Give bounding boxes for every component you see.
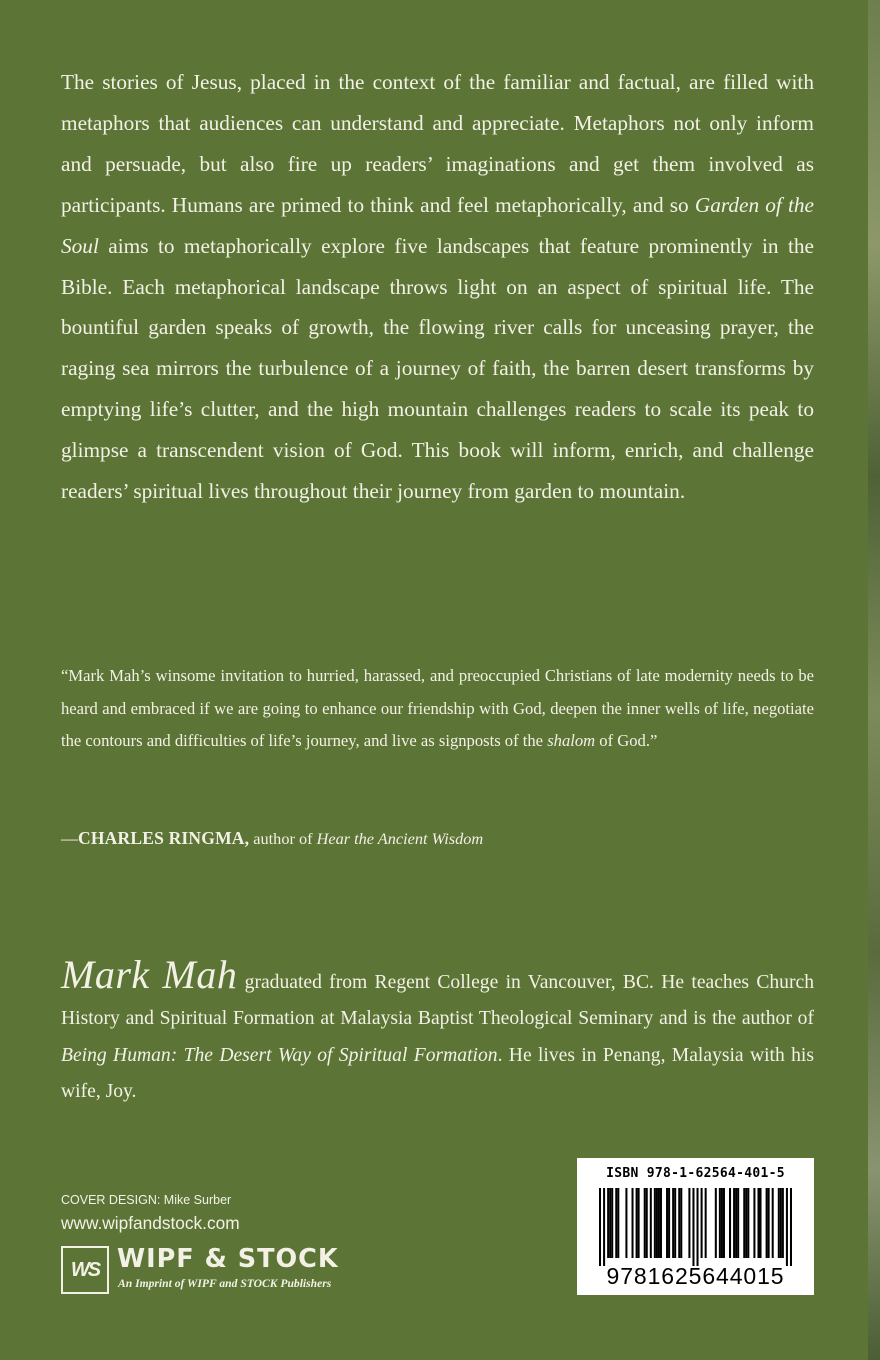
barcode-bar xyxy=(778,1188,780,1258)
barcode-bar xyxy=(674,1188,676,1258)
barcode-bars xyxy=(599,1188,792,1266)
publisher-block xyxy=(61,1246,391,1296)
bio-book-title: Being Human: The Desert Way of Spiritual Formation xyxy=(61,1044,498,1066)
barcode-bar xyxy=(747,1188,749,1258)
barcode-bar xyxy=(757,1188,759,1258)
publisher-logo: WS xyxy=(61,1246,109,1294)
barcode-bar xyxy=(636,1188,638,1258)
barcode-bar xyxy=(599,1188,601,1266)
publisher-name: WIPF & STOCK xyxy=(117,1244,339,1274)
attribution-dash: — xyxy=(61,829,78,848)
cover-design-label: COVER DESIGN: xyxy=(61,1193,161,1207)
barcode-bar xyxy=(759,1188,761,1258)
endorser-name: CHARLES RINGMA, xyxy=(78,828,250,848)
barcode-bar xyxy=(743,1188,745,1258)
barcode-bar xyxy=(705,1188,707,1258)
barcode-bar xyxy=(660,1188,662,1258)
blurb-text-2: aims to metaphorically explore five landscapes that feature prominently in the Bible. Each metaphorical landscape throws light on an aspect of spiritual life. The bountiful garden speaks of growth, the flowing river calls for unceasing prayer, the raging sea mirrors the turbulence of a journey of faith, the barren desert transforms by emptying life’s clutter, and the high mountain challenges readers to scale its peak to glimpse a transcendent vision of God. This book will inform, enrich, and challenge readers’ spiritual lives throughout their journey from garden to mountain. xyxy=(61,233,814,504)
author-bio xyxy=(61,952,814,1110)
barcode-bar xyxy=(697,1188,699,1266)
isbn-label: ISBN 978-1-62564-401-5 xyxy=(606,1166,785,1181)
barcode-bar xyxy=(644,1188,646,1258)
barcode-bar xyxy=(672,1188,674,1258)
barcode-bar xyxy=(715,1188,717,1258)
barcode-bar xyxy=(625,1188,627,1258)
barcode-bar xyxy=(772,1188,774,1258)
barcode-bar xyxy=(607,1188,609,1258)
barcode-bar xyxy=(745,1188,747,1258)
barcode-bar xyxy=(733,1188,735,1258)
barcode-bar xyxy=(666,1188,668,1258)
barcode-bar xyxy=(646,1188,648,1258)
barcode-bar xyxy=(638,1188,640,1258)
barcode-digits: 9781625644015 xyxy=(606,1263,785,1289)
barcode-bar xyxy=(680,1188,682,1258)
barcode-bar xyxy=(668,1188,670,1258)
quote-text-2: of God.” xyxy=(595,731,658,750)
barcode-bar xyxy=(737,1188,739,1258)
endorser-role: author of xyxy=(249,829,317,848)
isbn-barcode xyxy=(577,1158,814,1295)
barcode-bar xyxy=(650,1188,652,1258)
barcode-bar xyxy=(678,1188,680,1258)
publisher-website: www.wipfandstock.com xyxy=(61,1213,240,1233)
spine-edge xyxy=(868,0,880,1360)
barcode-bar xyxy=(729,1188,731,1258)
back-cover-blurb xyxy=(61,62,814,512)
barcode-bar xyxy=(768,1188,770,1258)
barcode-bar xyxy=(617,1188,619,1258)
author-name: Mark Mah xyxy=(61,952,238,997)
barcode-bar xyxy=(611,1188,613,1258)
cover-design-credit xyxy=(61,1192,231,1208)
barcode-bar xyxy=(632,1188,634,1258)
barcode-bar xyxy=(753,1188,755,1258)
barcode-bar xyxy=(609,1188,611,1258)
barcode-bar xyxy=(688,1188,690,1258)
endorsement-attribution xyxy=(61,824,814,853)
barcode-bar xyxy=(723,1188,725,1258)
barcode-bar xyxy=(603,1188,605,1266)
barcode-bar xyxy=(692,1188,694,1266)
endorser-book: Hear the Ancient Wisdom xyxy=(316,829,484,848)
barcode-bar xyxy=(658,1188,660,1258)
publisher-tagline: An Imprint of WIPF and STOCK Publishers xyxy=(118,1277,332,1290)
barcode-bar xyxy=(719,1188,721,1258)
bio-text-1: graduated from Regent College in Vancouver, BC. He teaches Church History and Spiritual Formation at Malaysia Baptist Theological Seminary and is the author of xyxy=(61,972,814,1030)
barcode-bar xyxy=(735,1188,737,1258)
barcode-bar xyxy=(782,1188,784,1258)
barcode-bar xyxy=(786,1188,788,1266)
barcode-bar xyxy=(790,1188,792,1266)
barcode-bar xyxy=(654,1188,656,1258)
blurb-book-title: Garden of the Soul xyxy=(61,192,814,258)
cover-designer-name: Mike Surber xyxy=(160,1193,232,1207)
barcode-bar xyxy=(615,1188,617,1258)
bio-text-2: . He lives in Penang, Malaysia with his wife, Joy. xyxy=(61,1044,814,1102)
barcode-bar xyxy=(656,1188,658,1258)
barcode-bar xyxy=(701,1188,703,1258)
blurb-text-1: The stories of Jesus, placed in the context of the familiar and factual, are filled with metaphors that audiences can understand and appreciate. Metaphors not only inform and persuade, but also fire up readers’ imaginations and get them involved as participants. Humans are primed to think and feel metaphorically, and so xyxy=(61,70,814,217)
barcode-bar xyxy=(766,1188,768,1258)
endorsement-quote xyxy=(61,660,814,758)
barcode-bar xyxy=(721,1188,723,1258)
quote-italic-word: shalom xyxy=(547,731,596,750)
barcode-bar xyxy=(780,1188,782,1258)
quote-text-1: “Mark Mah’s winsome invitation to hurried, harassed, and preoccupied Christians of late modernity needs to be heard and embraced if we are going to enhance our friendship with God, deepen the inner wells of life, negotiate the contours and difficulties of life’s journey, and live as signposts of the xyxy=(61,666,814,750)
